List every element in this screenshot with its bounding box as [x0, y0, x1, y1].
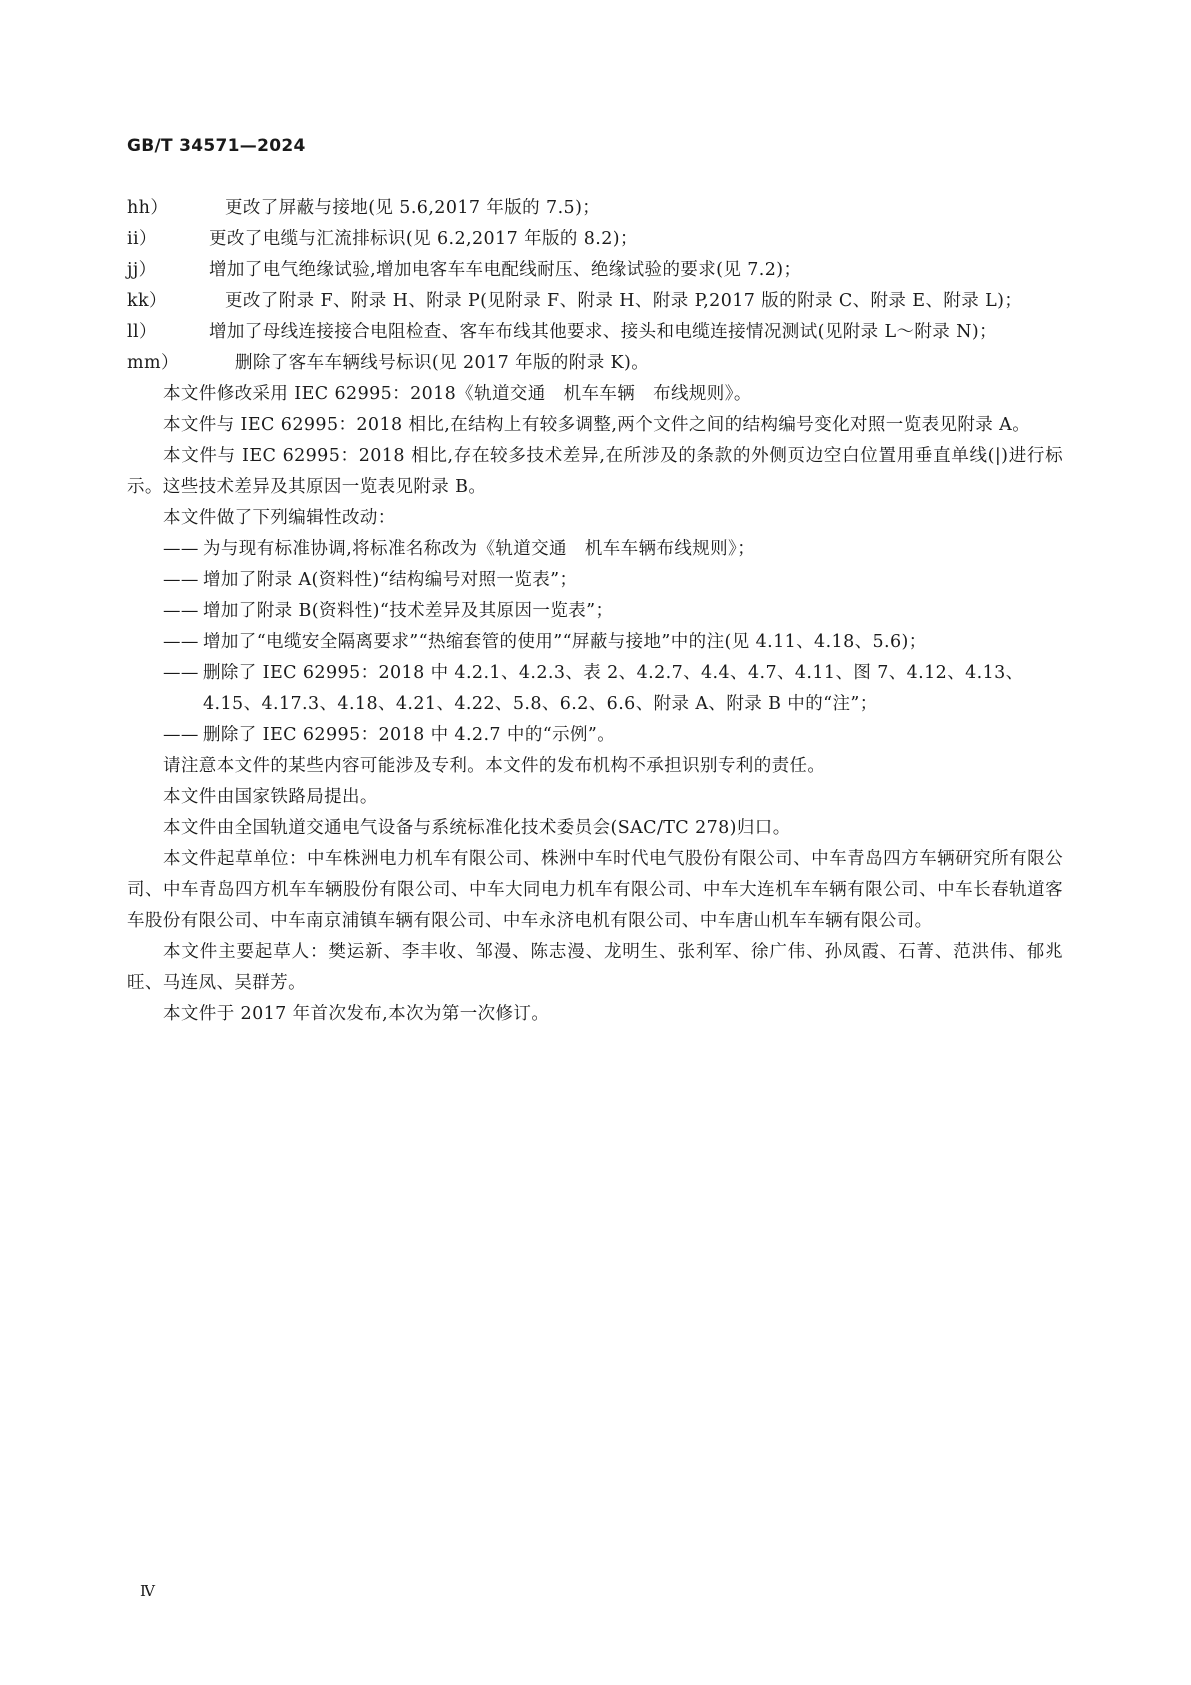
change-item-hh — [127, 193, 1063, 224]
dash-marker: —— — [163, 632, 199, 652]
change-item-ll — [127, 317, 1063, 348]
editorial-item — [163, 596, 1063, 627]
editorial-item-text: 删除了 IEC 62995：2018 中 4.2.7 中的“示例”。 — [203, 725, 616, 745]
adoption-paragraph: 本文件修改采用 IEC 62995：2018《轨道交通 机车车辆 布线规则》。 — [163, 384, 752, 404]
editorial-item-text: 增加了附录 B(资料性)“技术差异及其原因一览表”； — [203, 601, 614, 621]
change-item-jj — [127, 255, 1063, 286]
editorial-item — [163, 658, 1063, 720]
page-number: Ⅳ — [140, 1582, 155, 1600]
list-marker: mm） — [127, 353, 179, 373]
list-marker: hh） — [127, 198, 169, 218]
change-item-ii — [127, 224, 1063, 255]
dash-marker: —— — [163, 663, 199, 683]
dash-marker: —— — [163, 570, 199, 590]
dash-marker: —— — [163, 539, 199, 559]
list-marker: jj） — [127, 260, 157, 280]
editorial-item — [163, 720, 1063, 751]
technical-differences-paragraph: 本文件与 IEC 62995：2018 相比,存在较多技术差异,在所涉及的条款的外侧页边空白位置用垂直单线(|)进行标示。这些技术差异及其原因一览表见附录 B。 — [127, 446, 1063, 497]
standard-code: GB/T 34571—2024 — [127, 136, 306, 156]
drafters-paragraph: 本文件主要起草人：樊运新、李丰收、邹漫、陈志漫、龙明生、张利军、徐广伟、孙凤霞、石菁、范洪伟、郁兆旺、马连凤、吴群芳。 — [127, 942, 1063, 993]
drafting-units-paragraph: 本文件起草单位：中车株洲电力机车有限公司、株洲中车时代电气股份有限公司、中车青岛四方车辆研究所有限公司、中车青岛四方机车车辆股份有限公司、中车大同电力机车有限公司、中车大连机车车辆有限公司、中车长春轨道客车股份有限公司、中车南京浦镇车辆有限公司、中车永济电机有限公司、中车唐山机车车辆有限公司。 — [127, 849, 1063, 931]
editorial-item-text: 增加了“电缆安全隔离要求”“热缩套管的使用”“屏蔽与接地”中的注(见 4.11、4.18、5.6)； — [203, 632, 927, 652]
list-item-text: 增加了电气绝缘试验,增加电客车车电配线耐压、绝缘试验的要求(见 7.2)； — [209, 260, 802, 280]
structure-paragraph: 本文件与 IEC 62995：2018 相比,在结构上有较多调整,两个文件之间的结构编号变化对照一览表见附录 A。 — [163, 415, 1031, 435]
list-item-text: 更改了屏蔽与接地(见 5.6,2017 年版的 7.5)； — [225, 198, 601, 218]
editorial-item — [163, 627, 1063, 658]
history-paragraph: 本文件于 2017 年首次发布,本次为第一次修订。 — [163, 1004, 550, 1024]
committee-paragraph: 本文件由全国轨道交通电气设备与系统标准化技术委员会(SAC/TC 278)归口。 — [163, 818, 791, 838]
dash-marker: —— — [163, 601, 199, 621]
editorial-item-text: 删除了 IEC 62995：2018 中 4.2.1、4.2.3、表 2、4.2.7、4.4、4.7、4.11、图 7、4.12、4.13、4.15、4.17.3、4.18、4.21、4.22、5.8、6.2、6.6、附录 A、附录 B 中的“注”； — [203, 663, 1024, 714]
editorial-intro-paragraph: 本文件做了下列编辑性改动： — [163, 508, 396, 528]
list-marker: ll） — [127, 322, 157, 342]
editorial-item — [163, 565, 1063, 596]
list-item-text: 更改了附录 F、附录 H、附录 P(见附录 F、附录 H、附录 P,2017 版的附录 C、附录 E、附录 L)； — [225, 291, 1023, 311]
list-marker: ii） — [127, 229, 157, 249]
patent-notice: 请注意本文件的某些内容可能涉及专利。本文件的发布机构不承担识别专利的责任。 — [163, 756, 826, 776]
proposer-paragraph: 本文件由国家铁路局提出。 — [163, 787, 378, 807]
list-item-text: 增加了母线连接接合电阻检查、客车布线其他要求、接头和电缆连接情况测试(见附录 L～附录 N)； — [209, 322, 998, 342]
editorial-item-text: 增加了附录 A(资料性)“结构编号对照一览表”； — [203, 570, 578, 590]
list-item-text: 删除了客车车辆线号标识(见 2017 年版的附录 K)。 — [235, 353, 650, 373]
editorial-item — [163, 534, 1063, 565]
change-item-kk — [127, 286, 1063, 317]
change-item-mm — [127, 348, 1063, 379]
document-body — [127, 193, 1063, 1030]
dash-marker: —— — [163, 725, 199, 745]
list-marker: kk） — [127, 291, 167, 311]
list-item-text: 更改了电缆与汇流排标识(见 6.2,2017 年版的 8.2)； — [209, 229, 638, 249]
editorial-item-text: 为与现有标准协调,将标准名称改为《轨道交通 机车车辆布线规则》； — [203, 539, 756, 559]
